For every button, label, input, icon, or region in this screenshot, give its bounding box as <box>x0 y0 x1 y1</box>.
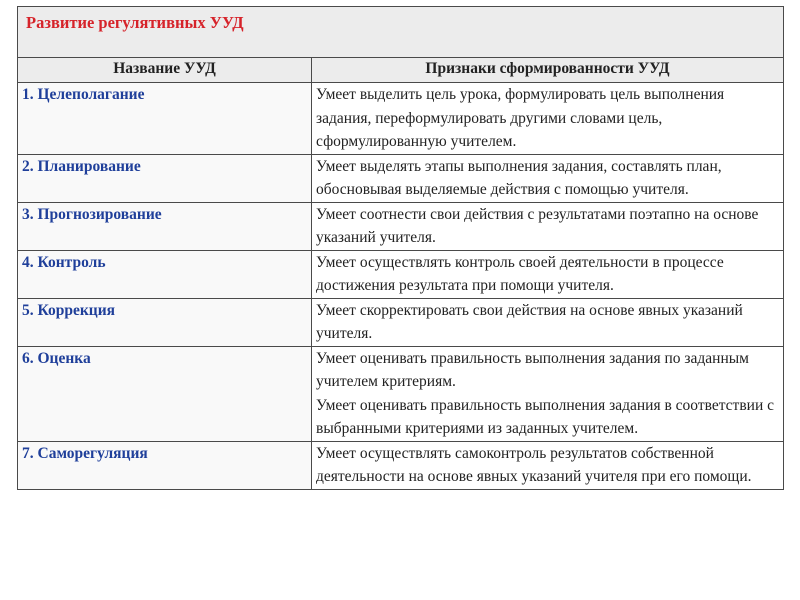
table-row <box>18 298 784 346</box>
uud-desc-text: Умеет скорректировать свои действия на основе явных указаний учителя. <box>316 301 743 342</box>
table-title-row <box>18 7 784 58</box>
uud-table <box>17 6 784 490</box>
uud-name-cell: 3. Прогнозирование <box>18 202 312 250</box>
uud-desc-cell <box>312 441 784 489</box>
uud-name-cell: 6. Оценка <box>18 346 312 441</box>
uud-desc-cell <box>312 346 784 441</box>
column-header-name: Название УУД <box>18 58 312 83</box>
table-row <box>18 154 784 202</box>
uud-desc-text: Умеет оценивать правильность выполнения задания в соответствии с выбранными критериями из заданных учителем. <box>316 396 774 437</box>
uud-desc-cell <box>312 250 784 298</box>
uud-name-cell: 2. Планирование <box>18 154 312 202</box>
table-row <box>18 346 784 441</box>
uud-name-cell: 7. Саморегуляция <box>18 441 312 489</box>
table-title: Развитие регулятивных УУД <box>18 7 784 58</box>
uud-desc-text: Умеет оценивать правильность выполнения задания по заданным учителем критериям. <box>316 349 749 390</box>
uud-desc-text: Умеет соотнести свои действия с результатами поэтапно на основе указаний учителя. <box>316 205 759 246</box>
uud-desc-text: Умеет осуществлять самоконтроль результатов собственной деятельности на основе явных указаний учителя при его помощи. <box>316 444 752 485</box>
uud-table-wrapper <box>17 6 783 490</box>
uud-desc-text: Умеет осуществлять контроль своей деятельности в процессе достижения результата при помощи учителя. <box>316 253 724 294</box>
uud-desc-cell <box>312 154 784 202</box>
uud-desc-cell <box>312 202 784 250</box>
uud-desc-text: Умеет выделять этапы выполнения задания, составлять план, обосновывая выделяемые действия с помощью учителя. <box>316 157 722 198</box>
table-row <box>18 250 784 298</box>
table-row <box>18 441 784 489</box>
table-header-row <box>18 58 784 83</box>
uud-name-cell: 1. Целеполагание <box>18 83 312 155</box>
uud-name-cell: 4. Контроль <box>18 250 312 298</box>
table-row <box>18 202 784 250</box>
uud-desc-text: Умеет выделить цель урока, формулировать цель выполнения задания, переформулировать другими словами цель, сформулированную учителем. <box>316 86 725 150</box>
column-header-signs: Признаки сформированности УУД <box>312 58 784 83</box>
uud-desc-cell <box>312 83 784 155</box>
uud-desc-cell <box>312 298 784 346</box>
table-row <box>18 83 784 155</box>
uud-name-cell: 5. Коррекция <box>18 298 312 346</box>
